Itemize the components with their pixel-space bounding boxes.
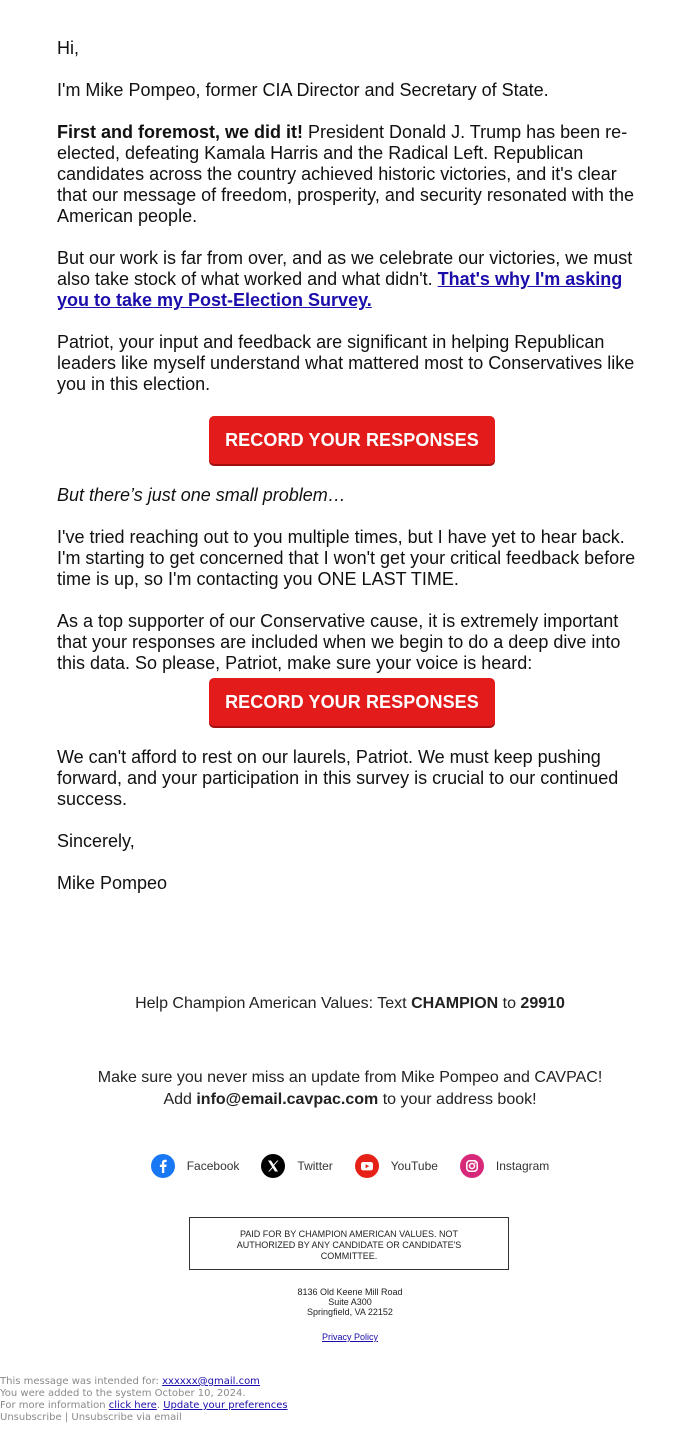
more-info-prefix: For more information (0, 1400, 109, 1411)
input-paragraph: Patriot, your input and feedback are significant in helping Republican leaders like myself understand what mattered most to Conservatives like you in this election. (57, 332, 635, 394)
more-info-separator: . (156, 1400, 164, 1411)
instagram-icon (460, 1154, 484, 1178)
champion-keyword: CHAMPION (411, 995, 499, 1012)
intended-prefix: This message was intended for: (0, 1376, 163, 1387)
more-info-line (0, 1400, 288, 1412)
laurels-paragraph: We can't afford to rest on our laurels, Patriot. We must keep pushing forward, and your participation in this survey is crucial to our continued success. (57, 747, 619, 809)
facebook-icon (151, 1154, 175, 1178)
address-line-3: Springfield, VA 22152 (307, 1307, 393, 1317)
victory-paragraph (57, 122, 647, 227)
unsubscribe-link[interactable]: Unsubscribe (0, 1412, 62, 1423)
unsubscribe-line (0, 1412, 288, 1424)
problem-line: But there’s just one small problem… (57, 485, 346, 505)
victory-text: President Donald J. Trump has been re-elected, defeating Kamala Harris and the Radical Left. Republican candidates across the country achieved historic victories, and it's clear that our message of freedom, prosperity, and security resonated with the American people. (57, 122, 634, 226)
facebook-link[interactable] (151, 1154, 240, 1178)
closing: Sincerely, (57, 831, 135, 851)
youtube-link[interactable] (355, 1154, 438, 1178)
text-champion-line (0, 994, 700, 1014)
legal-footer (0, 1376, 288, 1424)
champion-to: to (498, 995, 521, 1012)
supporter-paragraph: As a top supporter of our Conservative cause, it is extremely important that your responses are included when we begin to do a deep dive into this data. So please, Patriot, make sure your voice is heard: (57, 611, 621, 673)
victory-bold: First and foremost, we did it! (57, 122, 304, 142)
add-email-line (0, 1089, 700, 1111)
privacy-row (0, 1332, 700, 1342)
cta-container-1 (57, 416, 647, 464)
add-email: info@email.cavpac.com (196, 1091, 379, 1108)
survey-link[interactable]: That's why I'm asking you to take my Post-Election Survey. (57, 269, 623, 310)
cta-container-2 (57, 678, 647, 726)
youtube-label: YouTube (390, 1159, 438, 1173)
champion-text: Help Champion American Values: Text (135, 995, 412, 1012)
unsubscribe-pipe: | (61, 1412, 72, 1423)
survey-paragraph (57, 248, 647, 311)
add-prefix: Add (163, 1091, 197, 1108)
address-line-1: 8136 Old Keene Mill Road (297, 1287, 403, 1297)
outreach-paragraph: I've tried reaching out to you multiple times, but I have yet to hear back. I'm starting to get concerned that I won't get your critical feedback before time is up, so I'm contacting you ONE LAST TIME. (57, 527, 636, 589)
record-responses-button-2[interactable]: RECORD YOUR RESPONSES (209, 678, 495, 726)
address-book-block (0, 1067, 700, 1111)
social-links (0, 1154, 700, 1178)
added-line: You were added to the system October 10, 2024. (0, 1388, 246, 1399)
champion-number: 29910 (520, 995, 565, 1012)
instagram-label: Instagram (495, 1159, 550, 1173)
facebook-label: Facebook (186, 1159, 240, 1173)
update-line: Make sure you never miss an update from Mike Pompeo and CAVPAC! (97, 1069, 603, 1086)
paid-for-disclaimer: PAID FOR BY CHAMPION AMERICAN VALUES. NOT AUTHORIZED BY ANY CANDIDATE OR CANDIDATE'S COMMITTEE. (189, 1217, 509, 1270)
intro-paragraph: I'm Mike Pompeo, former CIA Director and Secretary of State. (57, 80, 549, 100)
x-twitter-icon (261, 1154, 285, 1178)
email-body (57, 38, 647, 915)
privacy-policy-link[interactable]: Privacy Policy (321, 1332, 378, 1342)
address-line-2: Suite A300 (328, 1297, 372, 1307)
add-suffix: to your address book! (378, 1091, 537, 1108)
greeting: Hi, (57, 38, 79, 58)
unsubscribe-email-link[interactable]: Unsubscribe via email (71, 1412, 182, 1423)
record-responses-button[interactable]: RECORD YOUR RESPONSES (209, 416, 495, 464)
click-here-link[interactable]: click here (108, 1400, 157, 1411)
signature: Mike Pompeo (57, 873, 168, 893)
mailing-address (0, 1287, 700, 1317)
instagram-link[interactable] (460, 1154, 549, 1178)
twitter-link[interactable] (261, 1154, 332, 1178)
update-preferences-link[interactable]: Update your preferences (163, 1400, 288, 1411)
recipient-email-link[interactable]: xxxxxx@gmail.com (162, 1376, 260, 1387)
survey-text: But our work is far from over, and as we celebrate our victories, we must also take stock of what worked and what didn't. (57, 248, 633, 289)
intended-line (0, 1376, 288, 1388)
twitter-label: Twitter (297, 1159, 333, 1173)
youtube-icon (355, 1154, 379, 1178)
